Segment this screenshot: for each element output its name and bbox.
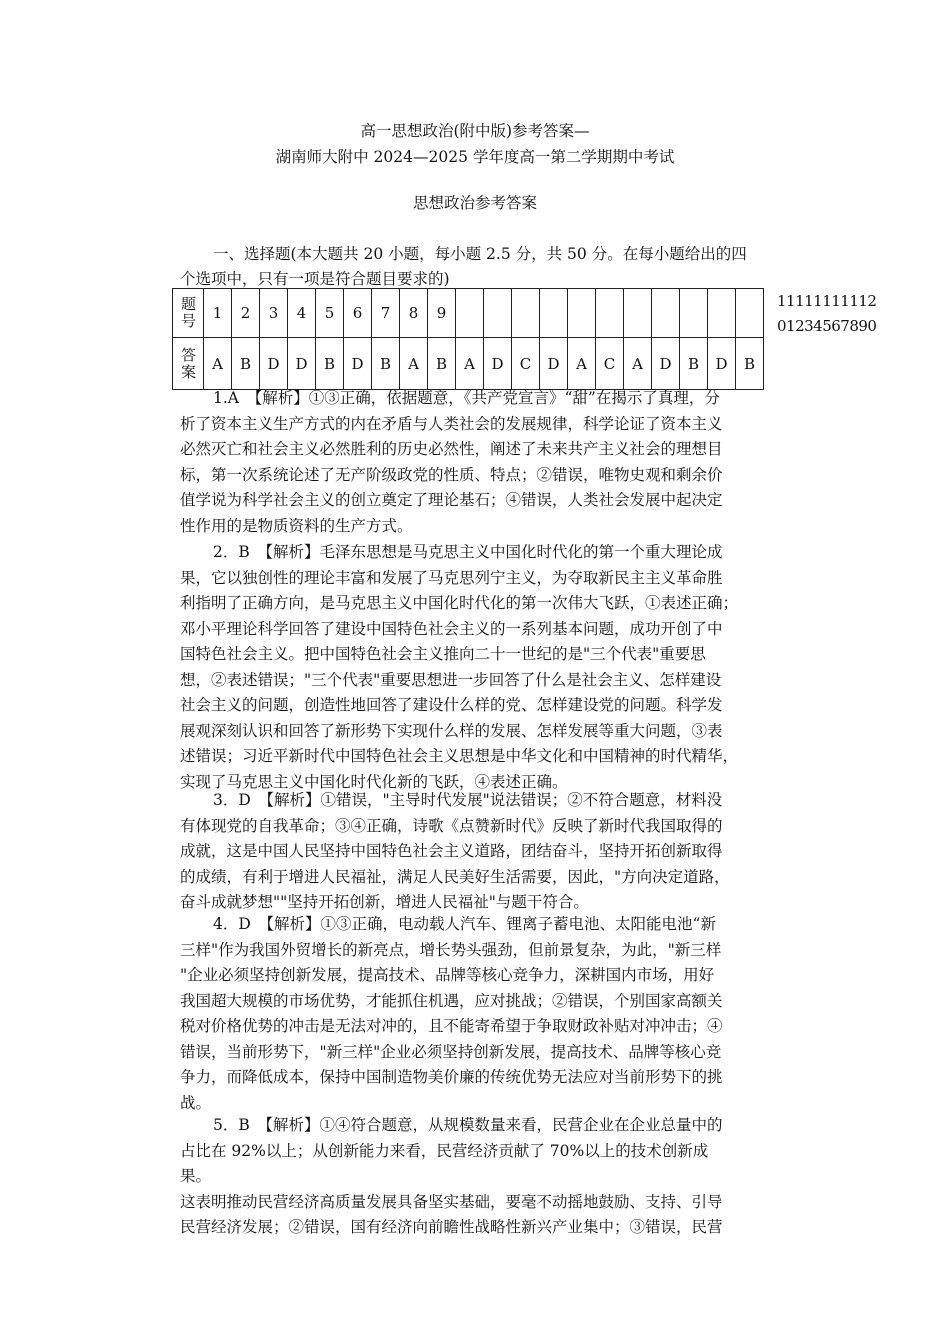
question-number-cell: [736, 289, 764, 338]
section-heading-cont: 个选项中，只有一项是符合题目要求的): [180, 270, 450, 288]
answer-cell: B: [736, 338, 764, 390]
answer-cell: A: [568, 338, 596, 390]
explanation-line: 想，②表述错误；"三个代表"重要思想进一步回答了什么是社会主义、怎样建设: [180, 670, 722, 689]
answer-cell: A: [400, 338, 428, 390]
explanation-line: 展观深刻认识和回答了新形势下实现什么样的发展、怎样发展等重大问题，③表: [180, 721, 723, 740]
answer-table: [172, 288, 764, 390]
question-number-cell: 3: [260, 289, 288, 338]
explanation-line: 三样"作为我国外贸增长的新亮点，增长势头强劲，但前景复杂，为此，"新三样: [180, 940, 722, 959]
explanation-line: 实现了马克思主义中国化时代化新的飞跃，④表述正确。: [180, 772, 568, 791]
overflow-numbers-tens: 11111111112: [777, 292, 877, 310]
explanation-line: 必然灭亡和社会主义必然胜利的历史必然性，阐述了未来共产主义社会的理想目: [180, 440, 723, 458]
question-number-cell: [708, 289, 736, 338]
explanation-line: 标，第一次系统论述了无产阶级政党的性质、特点；②错误，唯物史观和剩余价: [180, 465, 723, 484]
explanation-paragraph: [180, 912, 780, 1116]
explanation-paragraph: [180, 1113, 780, 1241]
question-number-cell: 6: [344, 289, 372, 338]
answer-cell: D: [540, 338, 568, 390]
explanation-line: 性作用的是物质资料的生产方式。: [180, 516, 413, 535]
doc-title: 高一思想政治(附中版)参考答案—: [360, 122, 590, 140]
explanation-line: "企业必须坚持创新发展，提高技术、品牌等核心竞争力，深耕国内市场，用好: [180, 966, 715, 984]
explanation-line: 有体现党的自我革命；③④正确，诗歌《点赞新时代》反映了新时代我国取得的: [180, 816, 723, 835]
explanation-line: 占比在 92%以上；从创新能力来看，民营经济贡献了 70%以上的技术创新成: [180, 1141, 709, 1160]
answer-cell: B: [232, 338, 260, 390]
explanation-line: 错误，当前形势下，"新三样"企业必须坚持创新发展，提高技术、品牌等核心竞: [180, 1042, 722, 1061]
explanation-paragraph: [180, 540, 780, 795]
explanation-line: 国特色社会主义。把中国特色社会主义推向二十一世纪的是"三个代表"重要思: [180, 645, 706, 663]
question-number-cell: [456, 289, 484, 338]
question-number-cell: 8: [400, 289, 428, 338]
explanation-line: 1.A 【解析】①③正确，依据题意，《共产党宣言》“甜”在揭示了真理，分: [213, 389, 720, 407]
explanation-line: 争力，而降低成本，保持中国制造物美价廉的传统优势无法应对当前形势下的挑: [180, 1068, 723, 1086]
question-number-cell: 4: [288, 289, 316, 338]
question-number-cell: [624, 289, 652, 338]
answer-cell: B: [428, 338, 456, 390]
answer-cell: D: [708, 338, 736, 390]
explanation-line: 述错误；习近平新时代中国特色社会主义思想是中华文化和中国精神的时代精华，: [180, 747, 739, 765]
answer-cell: D: [288, 338, 316, 390]
explanation-paragraph: [180, 788, 780, 916]
explanation-line: 5．B 【解析】①④符合题意，从规模数量来看，民营企业在企业总量中的: [213, 1116, 723, 1134]
answer-cell: D: [484, 338, 512, 390]
question-number-cell: [596, 289, 624, 338]
answer-cell: D: [652, 338, 680, 390]
explanation-line: 邓小平理论科学回答了建设中国特色社会主义的一系列基本问题，成功开创了中: [180, 619, 723, 638]
answer-cell: B: [680, 338, 708, 390]
question-number-cell: 7: [372, 289, 400, 338]
answer-cell: A: [204, 338, 232, 390]
answer-cell: D: [260, 338, 288, 390]
doc-title-line2: 湖南师大附中 2024—2025 学年度高一第二学期期中考试: [275, 148, 675, 166]
explanation-line: 民营经济发展；②错误，国有经济向前瞻性战略性新兴产业集中；③错误，民营: [180, 1218, 723, 1236]
answer-cell: D: [344, 338, 372, 390]
answer-cell: A: [624, 338, 652, 390]
question-number-cell: [540, 289, 568, 338]
explanation-paragraph: [180, 386, 780, 539]
question-number-cell: [512, 289, 540, 338]
answer-cell: B: [316, 338, 344, 390]
explanation-line: 2．B 【解析】毛泽东思想是马克思主义中国化时代化的第一个重大理论成: [213, 543, 723, 561]
explanation-line: 这表明推动民营经济高质量发展具备坚实基础，要毫不动摇地鼓励、支持、引导: [180, 1192, 723, 1211]
section-heading: 一、选择题(本大题共 20 小题，每小题 2.5 分，共 50 分。在每小题给出的四: [213, 245, 747, 263]
explanation-line: 社会主义的问题，创造性地回答了建设什么样的党、怎样建设党的问题。科学发: [180, 696, 723, 714]
question-number-cell: [484, 289, 512, 338]
question-number-cell: 5: [316, 289, 344, 338]
question-number-cell: [680, 289, 708, 338]
question-number-cell: 1: [204, 289, 232, 338]
answer-cell: B: [372, 338, 400, 390]
answer-cell: A: [456, 338, 484, 390]
question-number-cell: [568, 289, 596, 338]
explanation-line: 析了资本主义生产方式的内在矛盾与人类社会的发展规律，科学论证了资本主义: [180, 414, 723, 433]
explanation-line: 税对价格优势的冲击是无法对冲的，且不能寄希望于争取财政补贴对冲冲击；④: [180, 1017, 723, 1035]
explanation-line: 战。: [180, 1093, 212, 1112]
overflow-numbers-units: 01234567890: [777, 317, 877, 335]
answer-cell: C: [596, 338, 624, 390]
question-number-cell: 2: [232, 289, 260, 338]
explanation-line: 利指明了正确方向，是马克思主义中国化时代化的第一次伟大飞跃，①表述正确；: [180, 594, 739, 612]
explanation-line: 果。: [180, 1167, 212, 1185]
explanation-line: 我国超大规模的市场优势，才能抓住机遇，应对挑战；②错误，个别国家高额关: [180, 991, 723, 1010]
row-header-answer: 答案: [173, 338, 204, 390]
doc-subtitle: 思想政治参考答案: [412, 194, 537, 212]
explanation-line: 的成绩，有利于增进人民福祉，满足人民美好生活需要，因此，"方向决定道路，: [180, 867, 730, 886]
explanation-line: 4．D 【解析】①③正确，电动载人汽车、锂离子蓄电池、太阳能电池“新: [213, 915, 716, 933]
row-header-number: 题号: [173, 289, 204, 338]
explanation-line: 值学说为科学社会主义的创立奠定了理论基石；④错误，人类社会发展中起决定: [180, 491, 723, 509]
explanation-line: 3．D 【解析】①错误，"主导时代发展"说法错误；②不符合题意，材料没: [213, 791, 723, 809]
question-number-cell: 9: [428, 289, 456, 338]
explanation-line: 奋斗成就梦想""坚持开拓创新，增进人民福祉"与题干符合。: [180, 893, 589, 911]
explanation-line: 果，它以独创性的理论丰富和发展了马克思列宁主义，为夺取新民主主义革命胜: [180, 568, 723, 587]
explanation-line: 成就，这是中国人民坚持中国特色社会主义道路，团结奋斗，坚持开拓创新取得: [180, 842, 723, 860]
answer-cell: C: [512, 338, 540, 390]
question-number-cell: [652, 289, 680, 338]
